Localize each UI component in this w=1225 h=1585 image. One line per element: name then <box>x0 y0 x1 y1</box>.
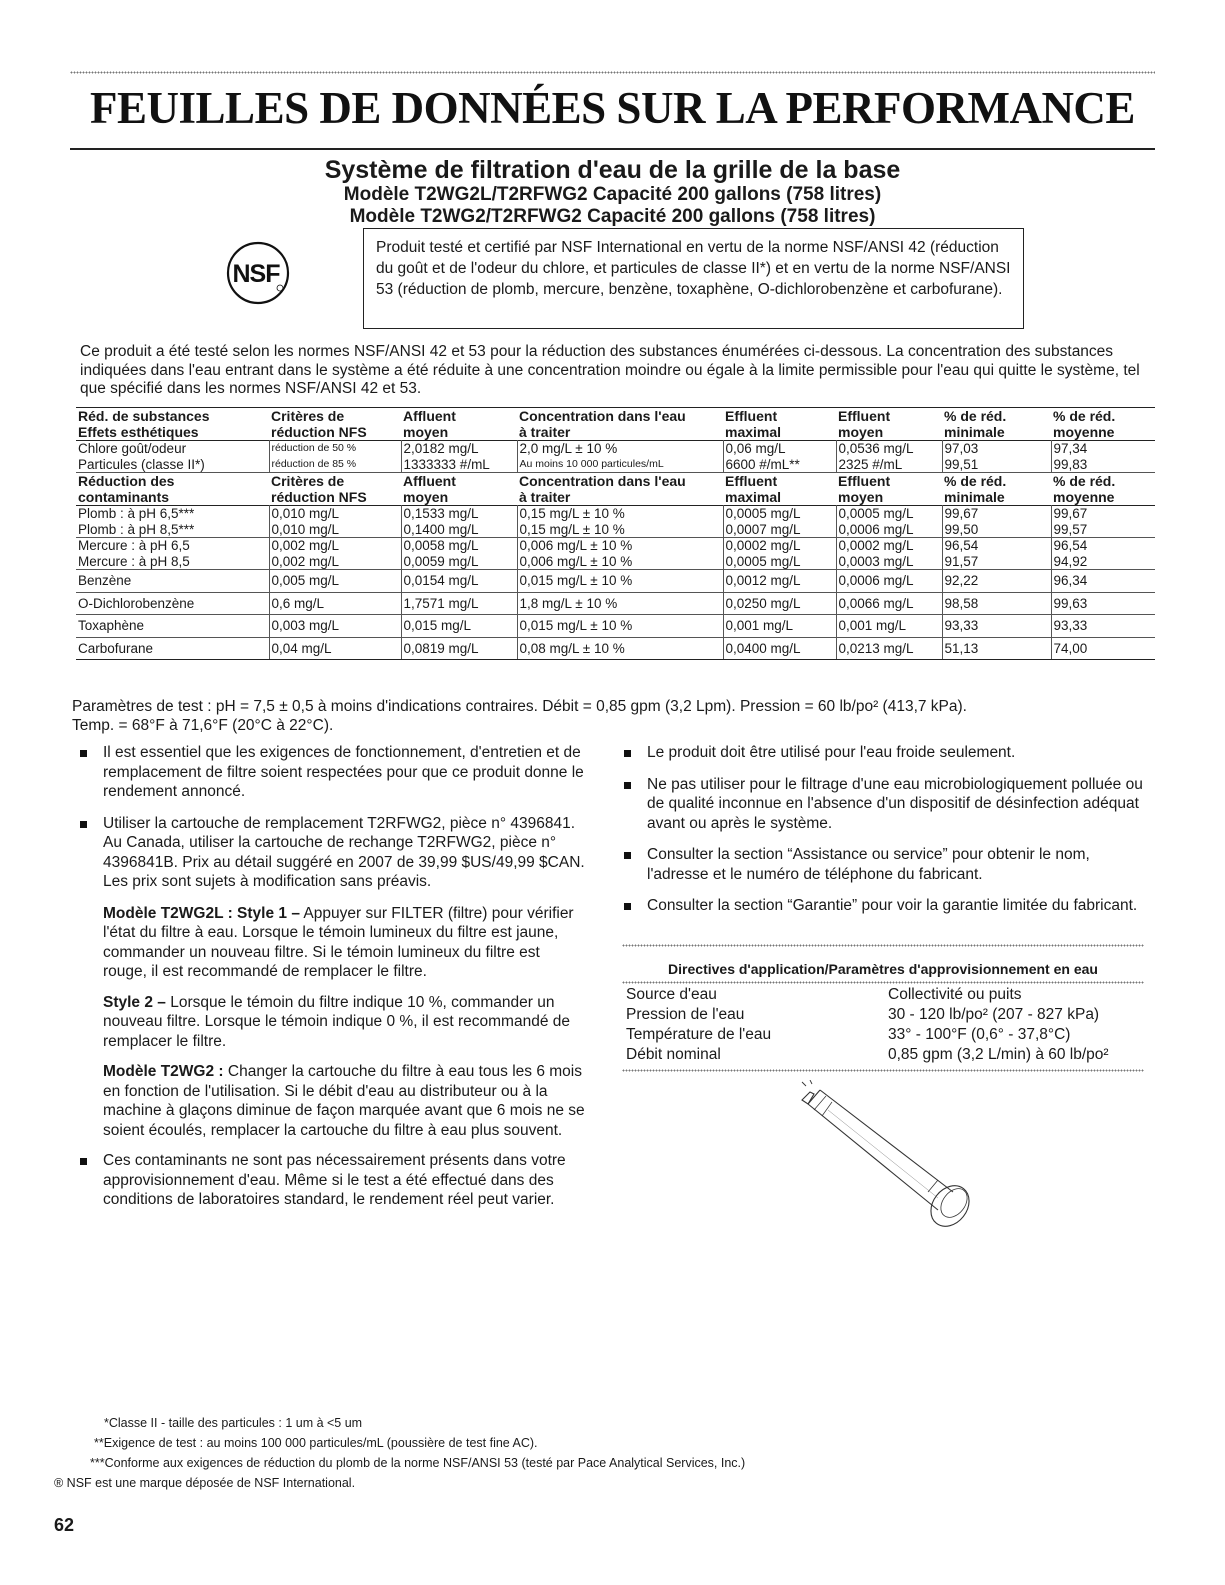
test-parameters: Paramètres de test : pH = 7,5 ± 0,5 à moins d'indications contraires. Débit = 0,85 gpm (3,2 Lpm). Pression = 60 lb/po² (413,7 kPa). Temp. = 68°F à 71,6°F (20°C à 22°C). <box>72 698 967 734</box>
top-dotted-rule <box>70 71 1155 74</box>
certification-text: Produit testé et certifié par NSF International en vertu de la norme NSF/ANSI 42 (réduction du goût et de l'odeur du chlore, et particules de classe II*) et en vertu de la norme NSF/ANSI 53 (réduction de plomb, mercure, benzène, toxaphène, O-dichlorobenzène et carbofurane). <box>376 239 1011 298</box>
list-item: Consulter la section “Garantie” pour voir la garantie limitée du fabricant. <box>622 896 1147 916</box>
table-row: Source d'eau Collectivité ou puits <box>626 986 1022 1003</box>
directives-title: Directives d'application/Paramètres d'approvisionnement en eau <box>668 961 1098 977</box>
directives-top-rule <box>622 944 1144 947</box>
table-row: Carbofurane 0,04 mg/L 0,0819 mg/L 0,08 mg/L ± 10 % 0,0400 mg/L 0,0213 mg/L 51,13 74,00 <box>76 637 1155 660</box>
list-item: Ces contaminants ne sont pas nécessairement présents dans votre approvisionnement d'eau. Même si le test a été effectué dans des conditions de laboratoires standard, le rendement réel peut varier. <box>78 1151 588 1210</box>
directives-header-rule <box>622 981 1144 984</box>
list-item: Le produit doit être utilisé pour l'eau froide seulement. <box>622 743 1147 763</box>
intro-paragraph: Ce produit a été testé selon les normes NSF/ANSI 42 et 53 pour la réduction des substances énumérées ci-dessous. La concentration des substances indiquées dans l'eau entrant dans le système a été réduite à une concentration moindre ou égale à la limite permissible pour l'eau qui quitte le système, tel que spécifié dans les normes NSF/ANSI 42 et 53. <box>80 343 1140 397</box>
list-item: Consulter la section “Assistance ou service” pour obtenir le nom, l'adresse et le numéro de téléphone du fabricant. <box>622 845 1147 884</box>
left-column <box>78 743 588 1222</box>
table-row: Plomb : à pH 6,5*** Plomb : à pH 8,5*** 0,010 mg/L 0,010 mg/L 0,1533 mg/L 0,1400 mg/L 0,15 mg/L ± 10 % 0,15 mg/L ± 10 % 0,0005 mg/L 0,0007 mg/L 0,0005 mg/L 0,0006 mg/L 99,67 99,50 99,67 99,57 <box>76 506 1155 538</box>
water-filter-cartridge-icon <box>788 1080 988 1230</box>
model-line-2: Modèle T2WG2/T2RFWG2 Capacité 200 gallons (758 litres) <box>349 206 876 227</box>
footnotes: *Classe II - taille des particules : 1 um à <5 um **Exigence de test : au moins 100 000 particules/mL (poussière de test fine AC). ***Conforme aux exigences de réduction du plomb de la norme NSF/ANSI 53 (testé par Pace Analytical Services, Inc.) ® NSF est une marque déposée de NSF International. <box>54 1416 746 1490</box>
nsf-logo-icon <box>226 241 290 305</box>
list-item: Utiliser la cartouche de remplacement T2RFWG2, pièce n° 4396841. Au Canada, utiliser la cartouche de rechange T2RFWG2, pièce n° 4396841B. Prix au détail suggéré en 2007 de 39,99 $US/49,99 $CAN. Les prix sont sujets à modification sans préavis. <box>78 814 588 892</box>
bullet-icon <box>624 903 631 910</box>
table-row: Débit nominal 0,85 gpm (3,2 L/min) à 60 lb/po² <box>626 1046 1109 1063</box>
directives-table <box>622 985 1144 1065</box>
model2-paragraph: Modèle T2WG2 : Changer la cartouche du filtre à eau tous les 6 mois en fonction de l'utilisation. Si le débit d'eau au distributeur ou à la machine à glaçons diminue de façon marquée avant que 6 mois ne se soient écoulés, remplacer la cartouche du filtre à eau plus souvent. <box>103 1063 585 1139</box>
bullet-icon <box>624 852 631 859</box>
page-title: FEUILLES DE DONNÉES SUR LA PERFORMANCE <box>90 83 1135 133</box>
list-item: Ne pas utiliser pour le filtrage d'une eau microbiologiquement polluée ou de qualité inconnue en l'absence d'un dispositif de désinfection adéquat avant ou après le système. <box>622 775 1147 834</box>
bullet-icon <box>624 750 631 757</box>
table-row: Benzène 0,005 mg/L 0,0154 mg/L 0,015 mg/L ± 10 % 0,0012 mg/L 0,0006 mg/L 92,22 96,34 <box>76 570 1155 593</box>
certification-box <box>363 228 1024 329</box>
table-row: Température de l'eau 33° - 100°F (0,6° - 37,8°C) <box>626 1026 1071 1043</box>
model-line-1: Modèle T2WG2L/T2RFWG2 Capacité 200 gallons (758 litres) <box>343 184 882 205</box>
style1-paragraph: Modèle T2WG2L : Style 1 – Appuyer sur FILTER (filtre) pour vérifier l'état du filtre à eau. Lorsque le témoin lumineux du filtre est jaune, commander un nouveau filtre. Si le témoin lumineux du filtre est rouge, il est recommandé de remplacer le filtre. <box>103 904 574 980</box>
bullet-icon <box>80 821 87 828</box>
list-item: Il est essentiel que les exigences de fonctionnement, d'entretien et de remplacement de filtre soient respectées pour que ce produit donne le rendement annoncé. <box>78 743 588 802</box>
bullet-icon <box>624 782 631 789</box>
right-column <box>622 743 1147 928</box>
style2-paragraph: Style 2 – Lorsque le témoin du filtre indique 10 %, commander un nouveau filtre. Lorsque le témoin indique 0 %, il est recommandé de remplacer le filtre. <box>103 993 570 1050</box>
bullet-icon <box>80 1158 87 1165</box>
bullet-icon <box>80 750 87 757</box>
table-row: Chlore goût/odeur Particules (classe II*) réduction de 50 % réduction de 85 % 2,0182 mg/L 1333333 #/mL 2,0 mg/L ± 10 % Au moins 10 000 particules/mL 0,06 mg/L 6600 #/mL** 0,0536 mg/L 2325 #/mL 97,03 99,51 97,34 99,83 <box>76 441 1155 473</box>
title-underline <box>70 148 1155 150</box>
table-header-contaminants: Réduction des contaminants Critères de réduction NFS Affluent moyen Concentration dans l'eau à traiter Effluent maximal Effluent moyen % de réd. minimale % de réd. moyenne <box>76 473 1155 506</box>
table-row: Mercure : à pH 6,5 Mercure : à pH 8,5 0,002 mg/L 0,002 mg/L 0,0058 mg/L 0,0059 mg/L 0,006 mg/L ± 10 % 0,006 mg/L ± 10 % 0,0002 mg/L 0,0005 mg/L 0,0002 mg/L 0,0003 mg/L 96,54 91,57 96,54 94,92 <box>76 538 1155 570</box>
performance-table <box>76 407 1155 660</box>
directives-bottom-rule <box>622 1069 1144 1072</box>
table-row: Pression de l'eau 30 - 120 lb/po² (207 - 827 kPa) <box>626 1006 1100 1023</box>
table-row: Toxaphène 0,003 mg/L 0,015 mg/L 0,015 mg/L ± 10 % 0,001 mg/L 0,001 mg/L 93,33 93,33 <box>76 615 1155 638</box>
nsf-logo-text: NSF <box>232 260 280 288</box>
table-header-aesthetic: Réd. de substances Effets esthétiques Critères de réduction NFS Affluent moyen Concentration dans l'eau à traiter Effluent maximal Effluent moyen % de réd. minimale % de réd. moyenne <box>76 408 1155 441</box>
table-row: O-Dichlorobenzène 0,6 mg/L 1,7571 mg/L 1,8 mg/L ± 10 % 0,0250 mg/L 0,0066 mg/L 98,58 99,63 <box>76 592 1155 615</box>
system-subtitle: Système de filtration d'eau de la grille de la base <box>324 156 901 184</box>
page-number: 62 <box>54 1515 75 1535</box>
